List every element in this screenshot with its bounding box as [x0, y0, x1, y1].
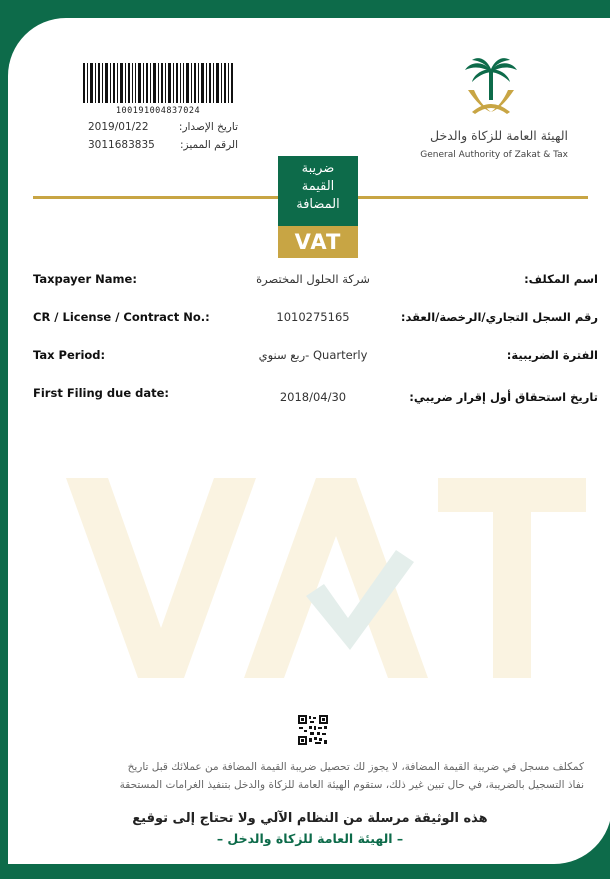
vat-badge-text: VAT [294, 230, 342, 254]
vat-badge-arabic [278, 156, 358, 226]
vat-notice [36, 758, 584, 794]
vat-watermark [66, 478, 586, 678]
qr-code-icon [298, 715, 328, 745]
field-label-en: Taxpayer Name: [33, 272, 137, 286]
barcode-number: 100191004837024 [115, 106, 201, 116]
badge-line-2: القيمة [301, 179, 335, 194]
palm-logo-icon [460, 56, 522, 124]
field-label-ar: الفترة الضريبية: [506, 348, 598, 362]
badge-line-3: المضافة [296, 197, 340, 212]
footer-statement: هذه الوثيقة مرسلة من النظام الآلي ولا تحتاج إلى توقيع [132, 811, 488, 826]
field-label-en: CR / License / Contract No.: [33, 310, 210, 324]
field-taxpayer-name [8, 272, 610, 292]
badge-line-1: ضريبة [301, 161, 335, 176]
field-label-ar: رقم السجل التجاري/الرخصة/العقد: [400, 310, 598, 324]
tin-row [88, 139, 238, 151]
field-value: ربع سنوي- Quarterly [258, 348, 368, 362]
barcode [83, 63, 233, 103]
field-label-ar: اسم المكلف: [524, 272, 598, 286]
field-label-ar: تاريخ استحقاق أول إقرار ضريبي: [409, 390, 598, 404]
field-label-en: First Filing due date: [33, 386, 170, 400]
authority-name-en: General Authority of Zakat & Tax [420, 150, 568, 160]
authority-name-ar: الهيئة العامة للزكاة والدخل [430, 128, 568, 143]
notice-line-2: نفاذ التسجيل بالضريبة، في حال تبين غير ذلك، ستقوم الهيئة العامة للزكاة والدخل بتنفيذ الغرامات المستحقة [119, 779, 584, 791]
field-value: 2018/04/30 [279, 390, 347, 404]
tin-value: 3011683835 [88, 139, 155, 151]
field-value: شركة الحلول المختصرة [256, 272, 370, 286]
field-tax-period [8, 348, 610, 368]
gold-divider-right [358, 196, 588, 199]
vat-badge-gold [278, 226, 358, 258]
footer-authority: – الهيئة العامة للزكاة والدخل – [216, 831, 404, 846]
issue-date-label: تاريخ الإصدار: [178, 121, 238, 133]
issue-date-row [88, 121, 238, 133]
field-cr-number [8, 310, 610, 330]
tin-label: الرقم المميز: [179, 139, 238, 151]
vat-badge [278, 156, 358, 258]
certificate-card [8, 18, 610, 864]
issue-date-value: 2019/01/22 [88, 121, 149, 133]
field-first-filing-date [8, 386, 610, 406]
field-label-en: Tax Period: [33, 348, 106, 362]
field-value: 1010275165 [276, 310, 350, 324]
notice-line-1: كمكلف مسجل في ضريبة القيمة المضافة، لا يجوز لك تحصيل ضريبة القيمة المضافة من عملائك قبل تاريخ [127, 761, 584, 773]
gold-divider-left [33, 196, 278, 199]
issue-info [88, 121, 238, 157]
